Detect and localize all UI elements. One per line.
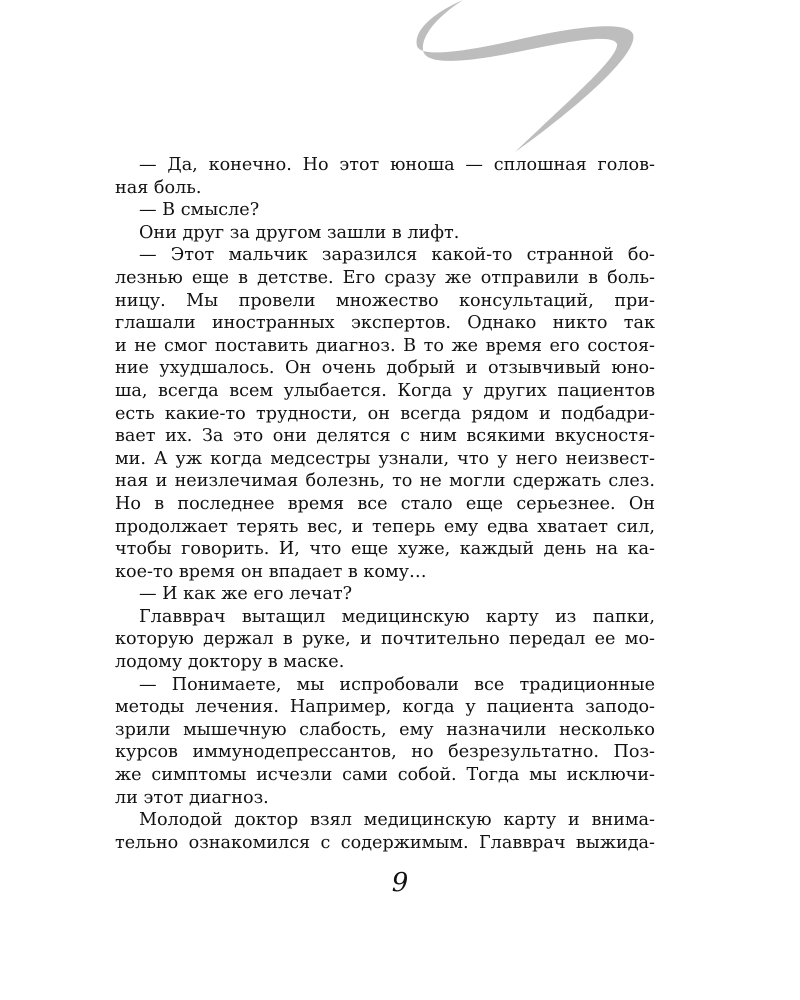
text-line: ная боль. [115, 177, 202, 198]
text-line: ли этот диагноз. [115, 787, 269, 808]
text-line: курсов иммунодепрессантов, но безрезультатно. Поз- [115, 742, 655, 763]
text-line: ша, всегда всем улыбается. Когда у других пациентов [115, 380, 655, 401]
text-line: есть какие-то трудности, он всегда рядом и подбадри- [115, 403, 655, 424]
text-line: — Да, конечно. Но этот юноша — сплошная голов- [139, 155, 655, 175]
page-number: 9 [391, 868, 409, 898]
text-line: чтобы говорить. И, что еще хуже, каждый день на ка- [115, 539, 655, 560]
text-line: ная и неизлечимая болезнь, то не могли сдержать слез. [115, 471, 655, 492]
text-line: — Понимаете, мы испробовали все традиционные [139, 674, 655, 695]
text-line: — В смысле? [139, 200, 260, 221]
text-line: глашали иностранных экспертов. Однако никто так [115, 313, 655, 334]
text-line: и не смог поставить диагноз. В то же время его состоя- [115, 335, 655, 356]
text-line: зрили мышечную слабость, ему назначили несколько [115, 719, 655, 740]
text-line: ние ухудшалось. Он очень добрый и отзывчивый юно- [115, 358, 655, 379]
text-line: Главврач вытащил медицинскую карту из папки, [139, 606, 655, 627]
text-line: методы лечения. Например, когда у пациента заподо- [115, 697, 655, 718]
text-line: Они друг за другом зашли в лифт. [139, 222, 460, 243]
text-line: кое-то время он впадает в кому… [115, 561, 427, 582]
text-line: Но в последнее время все стало еще серьезнее. Он [115, 493, 655, 514]
text-line: Молодой доктор взял медицинскую карту и внима- [139, 810, 655, 831]
text-line: — Этот мальчик заразился какой-то странной бо- [139, 245, 655, 266]
body-text [115, 154, 655, 854]
text-line: же симптомы исчезли сами собой. Тогда мы исключи- [115, 765, 655, 786]
text-line: лезнью еще в детстве. Его сразу же отправили в боль- [115, 267, 655, 288]
text-line: тельно ознакомился с содержимым. Главврач выжида- [115, 832, 655, 853]
text-line: ницу. Мы провели множество консультаций, при- [115, 290, 655, 311]
text-line: ми. А уж когда медсестры узнали, что у него неизвест- [115, 448, 655, 469]
text-line: вает их. За это они делятся с ним всякими вкусностя- [115, 426, 655, 447]
swoosh-ornament-stroke [417, 0, 634, 152]
text-line: продолжает терять вес, и теперь ему едва хватает сил, [115, 516, 655, 537]
text-line: лодому доктору в маске. [115, 652, 345, 673]
swoosh-ornament-icon [405, 0, 645, 160]
text-line: — И как же его лечат? [139, 584, 353, 605]
text-line: которую держал в руке, и почтительно передал ее мо- [115, 629, 655, 650]
